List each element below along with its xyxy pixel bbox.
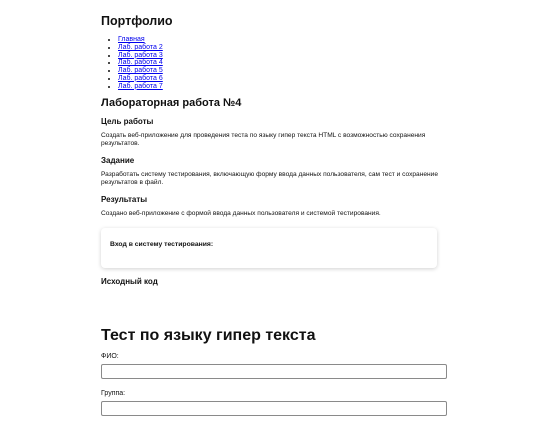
task-text: Разработать систему тестирования, включающую форму ввода данных пользователя, сам тест и сохранение результатов в файл. (101, 171, 439, 187)
nav-link-lab7[interactable]: Лаб. работа 7 (118, 82, 163, 90)
group-label: Группа: (101, 389, 126, 397)
nav-item-home (118, 36, 451, 44)
page-content (101, 14, 451, 292)
nav-link-lab6[interactable]: Лаб. работа 6 (118, 74, 163, 82)
lab-title: Лабораторная работа №4 (101, 97, 242, 110)
nav-item-lab3 (118, 52, 451, 60)
nav-item-lab2 (118, 44, 451, 52)
nav-item-lab7 (118, 83, 451, 91)
nav-link-home[interactable]: Главная (118, 36, 145, 44)
nav-link-lab2[interactable]: Лаб. работа 2 (118, 44, 163, 52)
task-heading: Задание (101, 156, 135, 166)
login-heading: Вход в систему тестирования: (110, 241, 214, 249)
goal-text: Создать веб-приложение для проведения теста по языку гипер текста HTML с возможностью сохранения результатов. (101, 132, 426, 148)
group-input[interactable] (101, 401, 447, 416)
goal-heading: Цель работы (101, 117, 154, 127)
fio-label: ФИО: (101, 352, 119, 360)
nav-link-lab3[interactable]: Лаб. работа 3 (118, 51, 163, 59)
results-text: Создано веб-приложение с формой ввода данных пользователя и системой тестирования. (101, 210, 381, 218)
login-card (101, 228, 437, 268)
test-form-section (101, 327, 447, 427)
results-heading: Результаты (101, 195, 148, 205)
fio-input[interactable] (101, 364, 447, 379)
nav-list (101, 36, 451, 90)
source-code-heading: Исходный код (101, 277, 158, 287)
nav-item-lab4 (118, 59, 451, 67)
test-title: Тест по языку гипер текста (101, 327, 316, 344)
nav-item-lab5 (118, 67, 451, 75)
nav-link-lab4[interactable]: Лаб. работа 4 (118, 59, 163, 67)
nav-item-lab6 (118, 75, 451, 83)
nav-link-lab5[interactable]: Лаб. работа 5 (118, 67, 163, 75)
site-title: Портфолио (101, 14, 173, 28)
